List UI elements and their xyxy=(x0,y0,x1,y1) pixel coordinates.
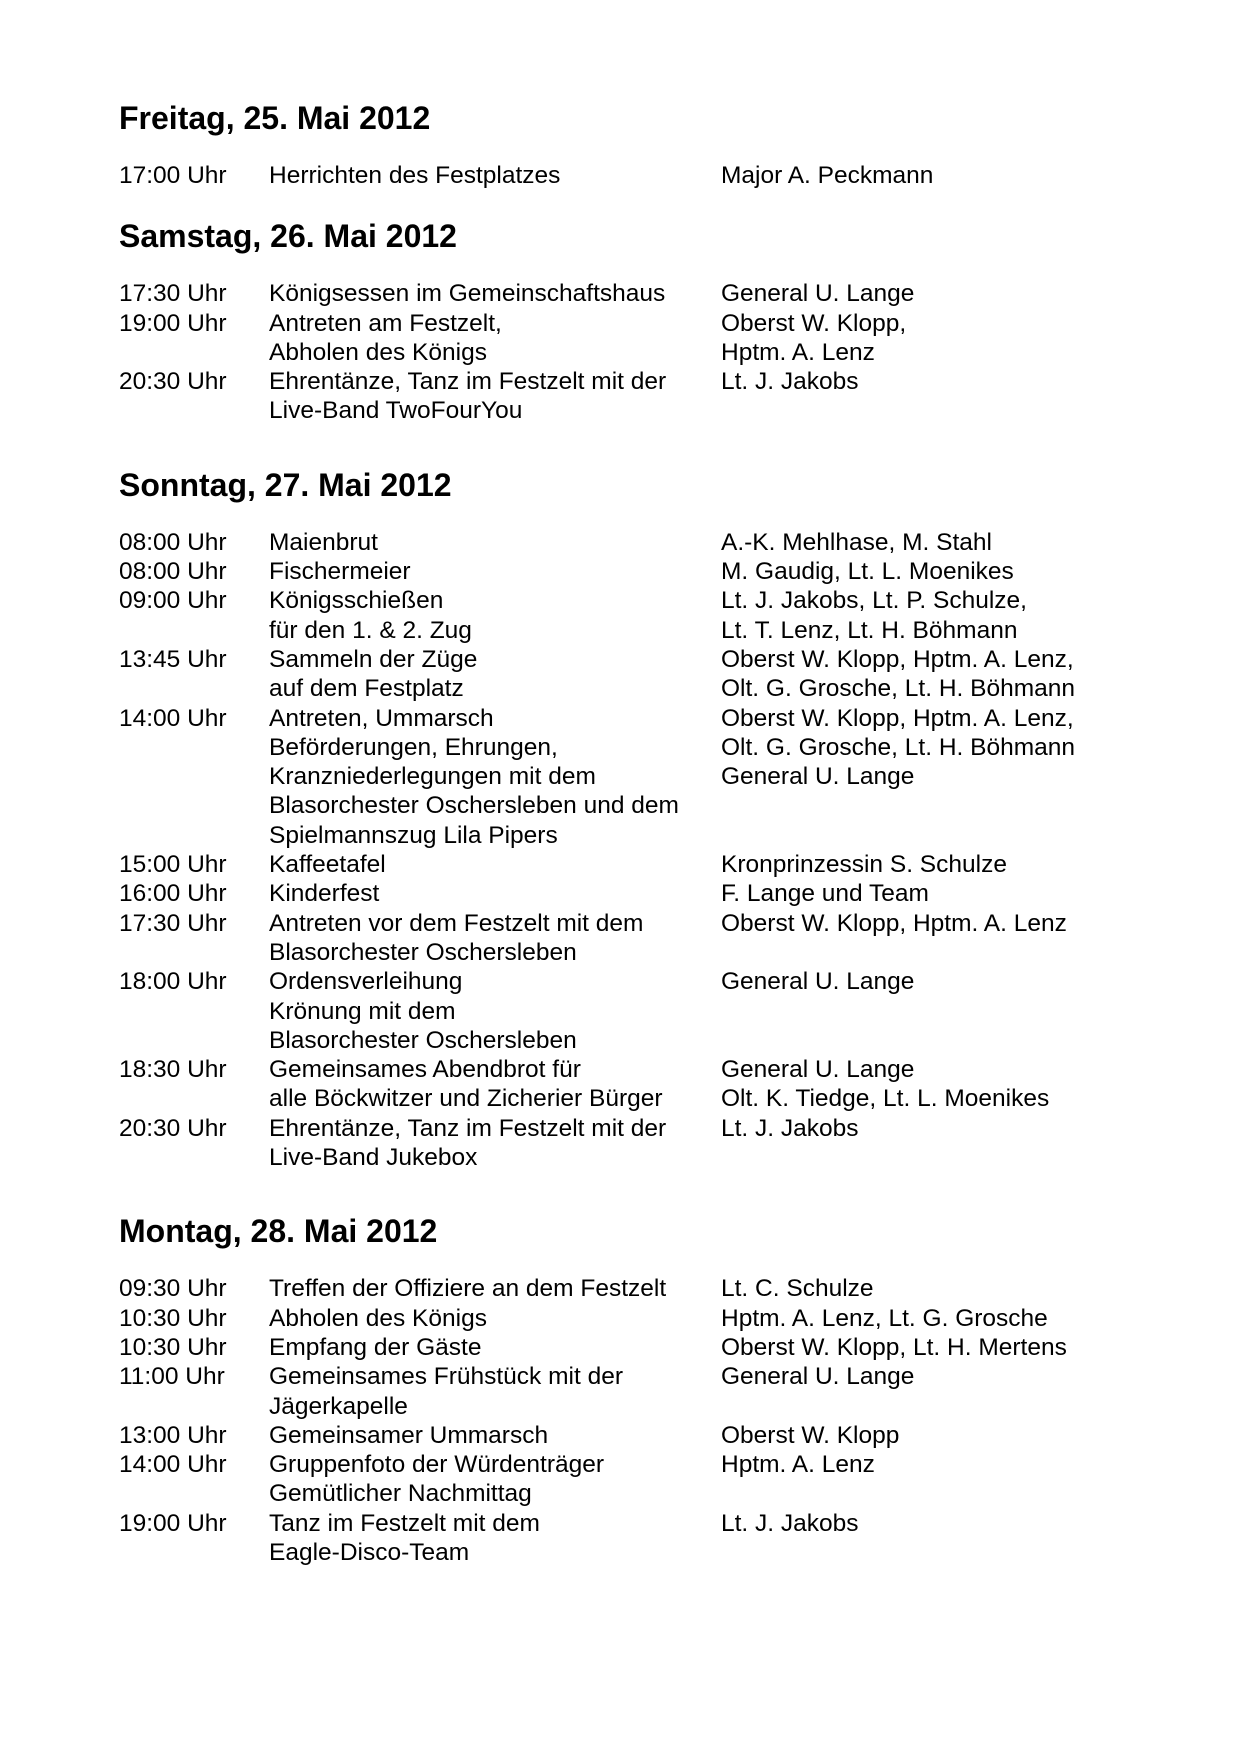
entry-event xyxy=(269,967,721,1055)
event-line: Herrichten des Festplatzes xyxy=(269,162,561,189)
entry-responsible xyxy=(721,1421,1119,1450)
entry-time: 20:30 Uhr xyxy=(119,368,227,396)
entry-event xyxy=(269,279,721,308)
entry-event xyxy=(269,1450,721,1509)
event-line: Gruppenfoto der Würdenträger xyxy=(269,1451,605,1479)
schedule-entry xyxy=(119,967,1119,1055)
responsible-line: Oberst W. Klopp, Hptm. A. Lenz, xyxy=(721,704,1074,732)
entry-time: 16:00 Uhr xyxy=(119,880,227,908)
schedule-document xyxy=(119,96,1119,1567)
event-line: Maienbrut xyxy=(269,528,378,556)
schedule-entry xyxy=(119,367,1119,426)
responsible-line: F. Lange und Team xyxy=(721,880,929,908)
entry-responsible xyxy=(721,1362,1119,1391)
schedule-list xyxy=(119,528,1119,1173)
entry-responsible xyxy=(721,309,1119,368)
responsible-line: Lt. C. Schulze xyxy=(721,1275,874,1303)
schedule-list xyxy=(119,161,1119,190)
event-line: Königsessen im Gemeinschaftshaus xyxy=(269,280,666,308)
responsible-line: A.-K. Mehlhase, M. Stahl xyxy=(721,528,992,556)
event-line: auf dem Festplatz xyxy=(269,675,464,703)
entry-event xyxy=(269,161,721,190)
entry-event xyxy=(269,1362,721,1421)
event-line: Empfang der Gäste xyxy=(269,1333,482,1361)
day-title: Sonntag, 27. Mai 2012 xyxy=(119,466,452,503)
event-line: Gemeinsamer Ummarsch xyxy=(269,1421,549,1449)
schedule-entry xyxy=(119,704,1119,850)
event-line: Tanz im Festzelt mit dem xyxy=(269,1509,540,1537)
entry-event xyxy=(269,1274,721,1303)
day-section xyxy=(119,214,1119,425)
schedule-entry xyxy=(119,1421,1119,1450)
entry-event xyxy=(269,645,721,704)
day-section xyxy=(119,1209,1119,1567)
event-line: Krönung mit dem xyxy=(269,997,456,1025)
entry-responsible xyxy=(721,1055,1119,1114)
entry-time: 11:00 Uhr xyxy=(119,1363,225,1391)
schedule-entry xyxy=(119,1450,1119,1509)
entry-responsible xyxy=(721,645,1119,704)
event-line: für den 1. & 2. Zug xyxy=(269,616,472,644)
entry-responsible xyxy=(721,879,1119,908)
day-section xyxy=(119,96,1119,190)
responsible-line: Hptm. A. Lenz xyxy=(721,1451,875,1479)
responsible-line: Oberst W. Klopp, Hptm. A. Lenz, xyxy=(721,645,1074,673)
responsible-line: M. Gaudig, Lt. L. Moenikes xyxy=(721,558,1014,586)
entry-responsible xyxy=(721,279,1119,308)
event-line: Blasorchester Oschersleben und dem xyxy=(269,792,679,820)
event-line: Live-Band Jukebox xyxy=(269,1144,478,1172)
responsible-line: Hptm. A. Lenz xyxy=(721,338,875,366)
entry-event xyxy=(269,879,721,908)
schedule-list xyxy=(119,1274,1119,1567)
event-line: Kinderfest xyxy=(269,880,380,908)
responsible-line: Olt. G. Grosche, Lt. H. Böhmann xyxy=(721,733,1076,761)
event-line: Ehrentänze, Tanz im Festzelt mit der xyxy=(269,1114,667,1142)
entry-time: 08:00 Uhr xyxy=(119,558,227,586)
schedule-entry xyxy=(119,850,1119,879)
entry-responsible xyxy=(721,1509,1119,1538)
entry-time: 18:30 Uhr xyxy=(119,1056,227,1084)
entry-responsible xyxy=(721,850,1119,879)
schedule-entry xyxy=(119,909,1119,968)
day-title: Montag, 28. Mai 2012 xyxy=(119,1213,438,1250)
schedule-entry xyxy=(119,1055,1119,1114)
event-line: Treffen der Offiziere an dem Festzelt xyxy=(269,1275,667,1303)
event-line: Blasorchester Oschersleben xyxy=(269,1026,577,1054)
event-line: Gemeinsames Frühstück mit der xyxy=(269,1363,623,1391)
entry-event xyxy=(269,1421,721,1450)
responsible-line: Lt. J. Jakobs xyxy=(721,1114,859,1142)
event-line: Gemütlicher Nachmittag xyxy=(269,1480,532,1508)
event-line: Antreten am Festzelt, xyxy=(269,309,502,337)
responsible-line: Olt. G. Grosche, Lt. H. Böhmann xyxy=(721,675,1076,703)
entry-time: 14:00 Uhr xyxy=(119,1451,227,1479)
responsible-line: Lt. T. Lenz, Lt. H. Böhmann xyxy=(721,616,1018,644)
responsible-line: Lt. J. Jakobs xyxy=(721,1509,859,1537)
event-line: Kaffeetafel xyxy=(269,851,386,879)
responsible-line: Oberst W. Klopp xyxy=(721,1421,900,1449)
entry-event xyxy=(269,309,721,368)
entry-responsible xyxy=(721,909,1119,938)
responsible-line: Major A. Peckmann xyxy=(721,162,934,189)
responsible-line: Hptm. A. Lenz, Lt. G. Grosche xyxy=(721,1304,1048,1332)
entry-responsible xyxy=(721,704,1119,792)
schedule-entry xyxy=(119,528,1119,557)
entry-time: 17:00 Uhr xyxy=(119,162,227,189)
entry-time: 09:00 Uhr xyxy=(119,587,227,615)
entry-responsible xyxy=(721,1450,1119,1479)
entry-event xyxy=(269,1114,721,1173)
event-line: Königsschießen xyxy=(269,587,444,615)
event-line: Live-Band TwoFourYou xyxy=(269,397,523,425)
responsible-line: Kronprinzessin S. Schulze xyxy=(721,851,1007,879)
entry-time: 08:00 Uhr xyxy=(119,528,227,556)
entry-event xyxy=(269,557,721,586)
responsible-line: General U. Lange xyxy=(721,1363,915,1391)
entry-responsible xyxy=(721,367,1119,396)
event-line: Jägerkapelle xyxy=(269,1392,408,1420)
entry-event xyxy=(269,850,721,879)
responsible-line: Oberst W. Klopp, xyxy=(721,309,907,337)
schedule-entry xyxy=(119,309,1119,368)
event-line: alle Böckwitzer und Zicherier Bürger xyxy=(269,1085,663,1113)
entry-responsible xyxy=(721,557,1119,586)
schedule-entry xyxy=(119,1362,1119,1421)
entry-time: 10:30 Uhr xyxy=(119,1333,227,1361)
entry-event xyxy=(269,909,721,968)
entry-time: 14:00 Uhr xyxy=(119,704,227,732)
entry-time: 13:45 Uhr xyxy=(119,645,227,673)
event-line: Sammeln der Züge xyxy=(269,645,478,673)
schedule-entry xyxy=(119,1304,1119,1333)
event-line: Abholen des Königs xyxy=(269,338,487,366)
entry-time: 10:30 Uhr xyxy=(119,1304,227,1332)
entry-event xyxy=(269,1304,721,1333)
day-title: Samstag, 26. Mai 2012 xyxy=(119,218,457,255)
schedule-entry xyxy=(119,1114,1119,1173)
responsible-line: Lt. J. Jakobs, Lt. P. Schulze, xyxy=(721,587,1027,615)
entry-time: 19:00 Uhr xyxy=(119,1509,227,1537)
entry-time: 17:30 Uhr xyxy=(119,280,227,308)
entry-responsible xyxy=(721,1304,1119,1333)
event-line: Spielmannszug Lila Pipers xyxy=(269,821,558,849)
schedule-entry xyxy=(119,1509,1119,1568)
schedule-entry xyxy=(119,279,1119,308)
responsible-line: Oberst W. Klopp, Lt. H. Mertens xyxy=(721,1333,1067,1361)
responsible-line: General U. Lange xyxy=(721,968,915,996)
event-line: Kranzniederlegungen mit dem xyxy=(269,763,596,791)
responsible-line: Olt. K. Tiedge, Lt. L. Moenikes xyxy=(721,1085,1050,1113)
entry-event xyxy=(269,586,721,645)
entry-responsible xyxy=(721,1333,1119,1362)
schedule-entry xyxy=(119,161,1119,190)
entry-responsible xyxy=(721,967,1119,996)
entry-event xyxy=(269,1509,721,1568)
entry-responsible xyxy=(721,528,1119,557)
responsible-line: Oberst W. Klopp, Hptm. A. Lenz xyxy=(721,909,1067,937)
event-line: Antreten vor dem Festzelt mit dem xyxy=(269,909,644,937)
entry-responsible xyxy=(721,586,1119,645)
entry-time: 18:00 Uhr xyxy=(119,968,227,996)
entry-time: 19:00 Uhr xyxy=(119,309,227,337)
schedule-entry xyxy=(119,645,1119,704)
event-line: Blasorchester Oschersleben xyxy=(269,938,577,966)
schedule-entry xyxy=(119,1333,1119,1362)
schedule-entry xyxy=(119,879,1119,908)
entry-responsible xyxy=(721,1274,1119,1303)
schedule-entry xyxy=(119,557,1119,586)
entry-time: 15:00 Uhr xyxy=(119,851,227,879)
event-line: Abholen des Königs xyxy=(269,1304,487,1332)
responsible-line: General U. Lange xyxy=(721,280,915,308)
schedule-entry xyxy=(119,1274,1119,1303)
event-line: Fischermeier xyxy=(269,558,411,586)
entry-event xyxy=(269,528,721,557)
responsible-line: Lt. J. Jakobs xyxy=(721,368,859,396)
event-line: Beförderungen, Ehrungen, xyxy=(269,733,558,761)
event-line: Ehrentänze, Tanz im Festzelt mit der xyxy=(269,368,667,396)
event-line: Gemeinsames Abendbrot für xyxy=(269,1056,581,1084)
schedule-list xyxy=(119,279,1119,425)
day-title: Freitag, 25. Mai 2012 xyxy=(119,100,431,136)
entry-time: 09:30 Uhr xyxy=(119,1275,227,1303)
entry-responsible xyxy=(721,161,1119,190)
entry-time: 17:30 Uhr xyxy=(119,909,227,937)
entry-time: 20:30 Uhr xyxy=(119,1114,227,1142)
event-line: Eagle-Disco-Team xyxy=(269,1538,470,1566)
event-line: Ordensverleihung xyxy=(269,968,463,996)
responsible-line: General U. Lange xyxy=(721,1056,915,1084)
entry-event xyxy=(269,704,721,850)
entry-event xyxy=(269,1055,721,1114)
entry-responsible xyxy=(721,1114,1119,1143)
entry-time: 13:00 Uhr xyxy=(119,1421,227,1449)
entry-event xyxy=(269,367,721,426)
day-section xyxy=(119,463,1119,1173)
responsible-line: General U. Lange xyxy=(721,763,915,791)
schedule-entry xyxy=(119,586,1119,645)
entry-event xyxy=(269,1333,721,1362)
event-line: Antreten, Ummarsch xyxy=(269,704,494,732)
